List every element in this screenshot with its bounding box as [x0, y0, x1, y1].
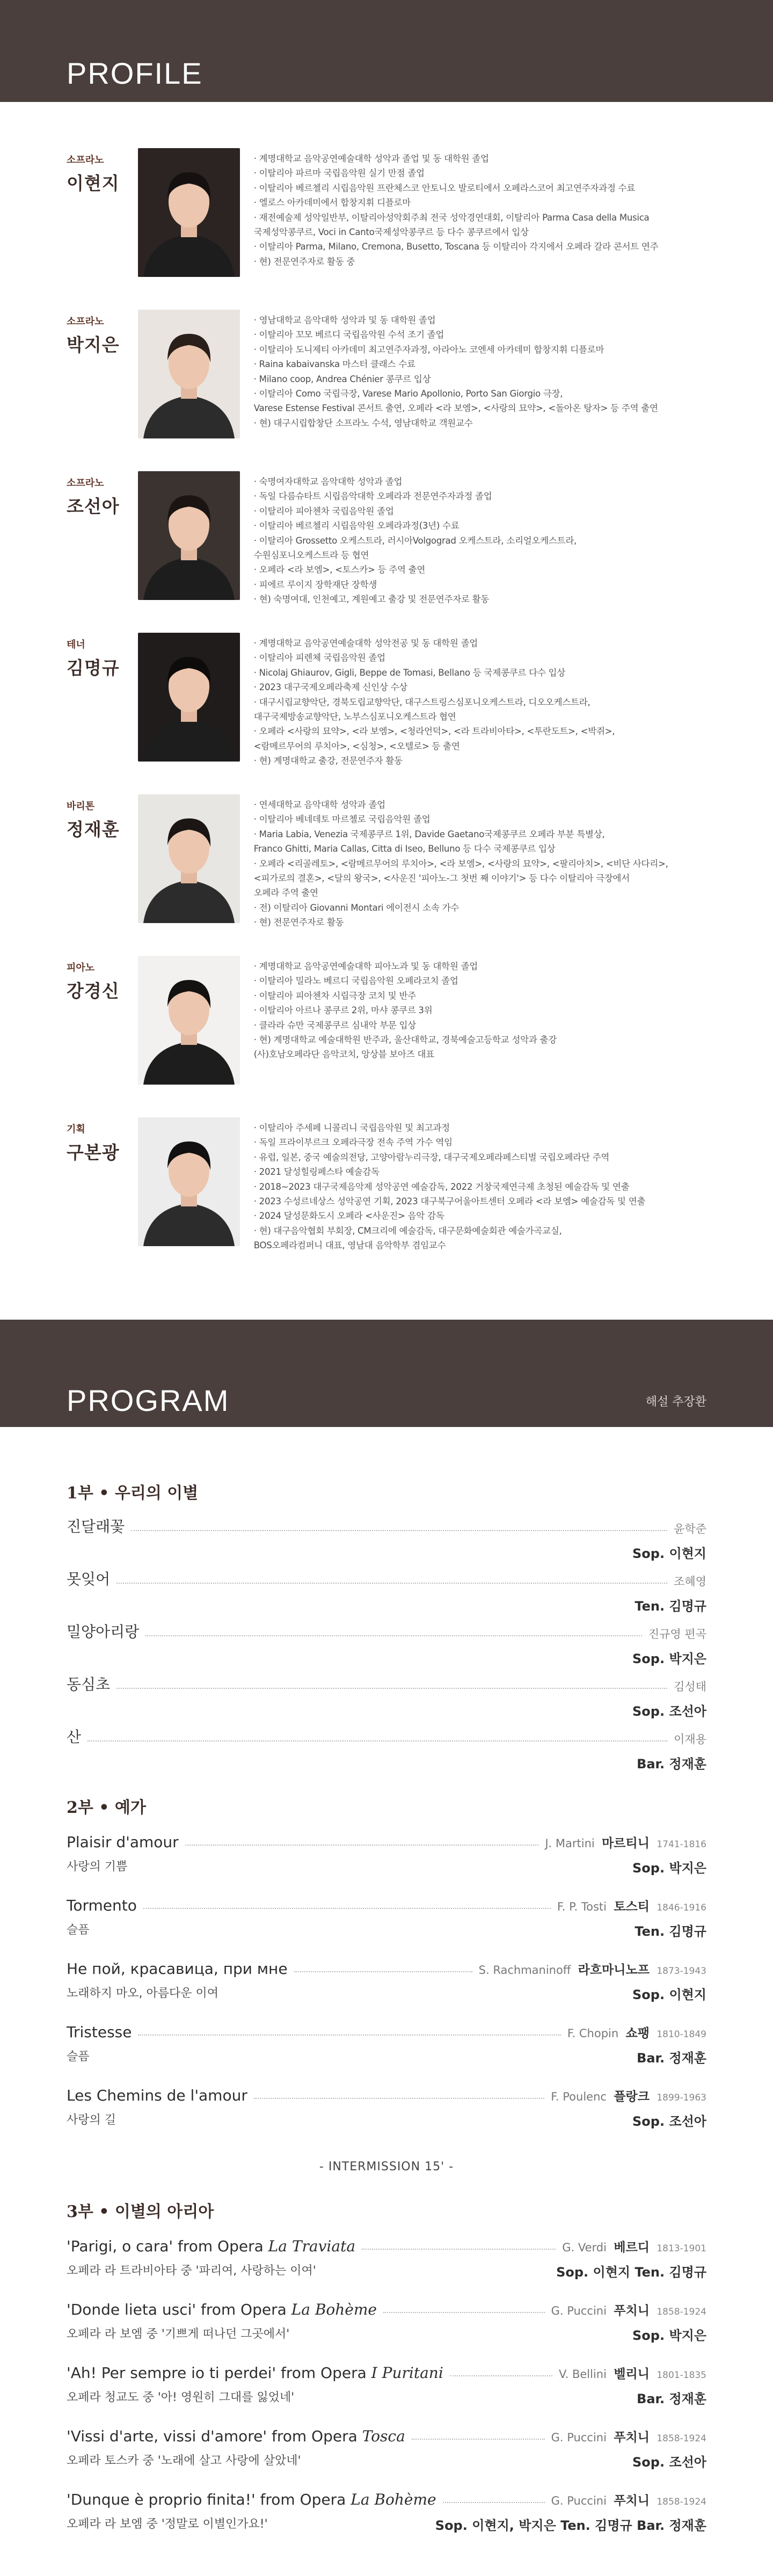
commentary-credit: 해설 추장환: [645, 1395, 706, 1409]
bio-line: · 계명대학교 음악공연예술대학 피아노과 및 동 대학원 졸업: [253, 961, 478, 971]
leader-dots: [412, 2439, 545, 2440]
performer: Sop. 이현지: [632, 1546, 706, 1561]
program-item: [67, 1895, 706, 1958]
leader-dots: [138, 2035, 560, 2036]
bio-line: · 이탈리아 피아첸차 국립음악원 졸업: [253, 506, 394, 516]
piece-title: Plaisir d'amour: [67, 1833, 179, 1851]
performer: Sop. 이현지 Ten. 김명규: [556, 2265, 706, 2280]
composer-years: 1846-1916: [657, 1902, 706, 1913]
program-item: [67, 1728, 706, 1780]
bio-line: BOS오페라컴퍼니 대표, 영남대 음악학부 겸임교수: [253, 1240, 446, 1251]
piece-title: 'Ah! Per sempre io ti perdei' from Opera I Puritani: [67, 2364, 443, 2382]
piece-title: 못잊어: [67, 1570, 111, 1588]
performer: Sop. 박지은: [632, 1861, 706, 1876]
program-item: [67, 1675, 706, 1728]
program-item: [67, 2362, 706, 2426]
performer: Sop. 조선아: [632, 1704, 706, 1719]
bio-line: · 계명대학교 음악공연예술대학 성악과 졸업 및 동 대학원 졸업: [253, 153, 489, 164]
bio-line: · 이탈리아 아르나 콩쿠르 2위, 마샤 콩쿠르 3위: [253, 1005, 433, 1016]
profile-heading: [67, 148, 138, 310]
bio-line: · 이탈리아 꼬모 베르디 국립음악원 수석 조기 졸업: [253, 330, 444, 340]
piece-title: 밀양아리랑: [67, 1623, 140, 1641]
performer: Bar. 정재훈: [637, 2391, 706, 2406]
profile-bio: [240, 633, 706, 794]
composer: 진규영 편곡: [648, 1628, 706, 1641]
profile-entry: [67, 148, 706, 310]
bio-line: · 2023 수성르네상스 성악공연 기획, 2023 대구북구어울아트센터 오페라 <라 보엠> 예술감독 및 연출: [253, 1196, 646, 1207]
bio-line: 대구국제방송교향악단, 노부스심포니오케스트라 협연: [253, 712, 456, 722]
piece-title: 동심초: [67, 1675, 111, 1693]
composer-years: 1873-1943: [657, 1966, 706, 1977]
profile-role: 소프라노: [67, 155, 104, 166]
composer-years: 1858-1924: [657, 2307, 706, 2317]
profile-photo: [138, 471, 240, 600]
performer: Sop. 조선아: [632, 2455, 706, 2470]
bio-line: · 이탈리아 Parma, Milano, Cremona, Busetto, Toscana 등 이탈리아 각지에서 오페라 갈라 콘서트 연주: [253, 241, 659, 252]
program-header-band: [0, 1320, 773, 1427]
bio-line: 국제성악콩쿠르, Voci in Canto국제성악콩쿠르 등 다수 콩쿠르에서 입상: [253, 227, 529, 238]
composer: S. Rachmaninoff 라흐마니노프 1873-1943: [478, 1963, 706, 1977]
bio-line: · 유럽, 일본, 중국 예술의전당, 고양아람누리극장, 대구국제오페라페스티벌 국립오페라단 주역: [253, 1152, 610, 1162]
performer: Sop. 조선아: [632, 2114, 706, 2129]
bio-line: Varese Estense Festival 콘서트 출연, 오페라 <라 보엠>, <사랑의 묘약>, <돌아온 탕자> 등 주역 출연: [253, 403, 658, 414]
bio-line: · 오페라 <리골레토>, <람메르무어의 루치아>, <라 보엠>, <사랑의 묘약>, <팔리아치>, <비단 사다리>,: [253, 858, 668, 869]
bio-line: · 숙명여자대학교 음악대학 성악과 졸업: [253, 477, 403, 487]
composer-korean: 마르티니: [602, 1836, 650, 1850]
performer: Sop. 박지은: [632, 2328, 706, 2343]
piece-title: 진달래꽃: [67, 1518, 125, 1535]
bio-line: · 현) 숙명여대, 인천예고, 계원예고 출강 및 전문연주자로 활동: [253, 594, 490, 605]
program-item: [67, 2236, 706, 2299]
profile-photo: [138, 148, 240, 277]
performer: Ten. 김명규: [635, 1924, 706, 1939]
profile-name: 조선아: [67, 496, 120, 517]
composer: F. Poulenc 플랑크 1899-1963: [551, 2090, 706, 2104]
profile-role: 바리톤: [67, 801, 95, 812]
composer-korean: 쇼팽: [625, 2026, 650, 2040]
profile-name: 이현지: [67, 173, 120, 194]
leader-dots: [254, 2098, 544, 2099]
profile-photo: [138, 310, 240, 438]
composer: G. Verdi 베르디 1813-1901: [562, 2241, 706, 2255]
composer: 윤학준: [674, 1523, 706, 1535]
profile-bio: [240, 310, 706, 471]
program-item: [67, 1832, 706, 1895]
composer-years: 1813-1901: [657, 2243, 706, 2254]
composer: G. Puccini 푸치니 1858-1924: [551, 2304, 706, 2318]
opera-title: La Traviata: [268, 2237, 356, 2255]
profile-header-band: [0, 0, 773, 102]
composer: 이재용: [674, 1733, 706, 1746]
piece-title: 'Dunque è proprio finita!' from Opera La Bohème: [67, 2491, 436, 2508]
bio-line: · 이탈리아 밀라노 베르디 국립음악원 오페라코치 졸업: [253, 976, 458, 986]
profile-photo: [138, 633, 240, 762]
bio-line: · 2021 달성힐링페스타 예술감독: [253, 1167, 380, 1177]
bio-line: · 클라라 슈만 국제콩쿠르 심내악 부문 입상: [253, 1020, 416, 1030]
composer: G. Puccini 푸치니 1858-1924: [551, 2431, 706, 2445]
piece-title: 산: [67, 1728, 82, 1746]
composer-korean: 플랑크: [614, 2090, 650, 2104]
profile-bio: [240, 794, 706, 956]
profile-name: 박지은: [67, 334, 120, 355]
profile-heading: [67, 794, 138, 956]
piece-title: Tormento: [67, 1897, 137, 1914]
program-list: [0, 1480, 773, 2552]
performer: Bar. 정재훈: [637, 1757, 706, 1772]
program-title: PROGRAM: [67, 1384, 230, 1417]
composer: 김성태: [674, 1680, 706, 1693]
bio-line: Franco Ghitti, Maria Callas, Citta di Iseo, Belluno 등 다수 국제콩쿠르 입상: [253, 844, 556, 854]
bio-line: · 이탈리아 베네데토 마르첼로 국립음악원 졸업: [253, 814, 431, 825]
bio-line: · Raina kabaivanska 마스터 클래스 수료: [253, 359, 415, 370]
piece-subtitle: 슬픔: [67, 2050, 90, 2063]
piece-subtitle: 오페라 토스카 중 '노래에 살고 사랑에 살았네': [67, 2454, 301, 2468]
bio-line: · 전) 이탈리아 Giovanni Montari 에이전시 소속 가수: [253, 902, 460, 913]
profile-bio: [240, 956, 706, 1117]
profile-heading: [67, 1117, 138, 1279]
bio-line: · 현) 계명대학교 출강, 전문연주자 활동: [253, 756, 403, 766]
composer-years: 1858-1924: [657, 2433, 706, 2444]
profile-photo: [138, 794, 240, 923]
piece-subtitle: 노래하지 마오, 아름다운 이여: [67, 1987, 218, 2000]
piece-title: Tristesse: [67, 2023, 132, 2041]
profile-heading: [67, 310, 138, 471]
leader-dots: [185, 1845, 539, 1846]
bio-line: · 이탈리아 피렌체 국립음악원 졸업: [253, 653, 385, 663]
bio-line: · 이탈리아 파르마 국립음악원 실기 만점 졸업: [253, 168, 425, 179]
part-title: 2부 • 예가: [67, 1798, 146, 1817]
composer-korean: 라흐마니노프: [578, 1963, 650, 1977]
profile-name: 정재훈: [67, 819, 120, 840]
bio-line: <람메르무어의 루치아>, <심청>, <오텔로> 등 출연: [253, 741, 460, 751]
composer-korean: 푸치니: [614, 2304, 650, 2318]
composer-years: 1810-1849: [657, 2029, 706, 2040]
bio-line: · 2018~2023 대구국제음악제 성악공연 예술감독, 2022 거창국제연극제 초청된 예술감독 및 연출: [253, 1181, 630, 1192]
intermission: - INTERMISSION 15' -: [319, 2160, 454, 2174]
bio-line: · 현) 대구시립합창단 소프라노 수석, 영남대학교 객원교수: [253, 418, 473, 428]
piece-subtitle: 오페라 청교도 중 '아! 영원히 그대를 잃었네': [67, 2391, 295, 2404]
program-item: [67, 1958, 706, 2022]
profile-role: 소프라노: [67, 478, 104, 489]
piece-subtitle: 슬픔: [67, 1923, 90, 1937]
bio-line: · Maria Labia, Venezia 국제콩쿠르 1위, Davide Gaetano국제콩쿠르 오페라 부분 특별상,: [253, 829, 605, 839]
leader-dots: [131, 1530, 667, 1531]
performer: Ten. 김명규: [635, 1599, 706, 1614]
composer: F. P. Tosti 토스티 1846-1916: [557, 1900, 706, 1914]
profile-heading: [67, 956, 138, 1117]
part-title: 1부 • 우리의 이별: [67, 1484, 199, 1503]
piece-subtitle: 오페라 라 보엠 중 '정말로 이별인가요!': [67, 2518, 268, 2531]
piece-subtitle: 사랑의 길: [67, 2113, 116, 2127]
composer-korean: 토스티: [614, 1900, 650, 1914]
composer: F. Chopin 쇼팽 1810-1849: [567, 2026, 706, 2040]
program-item: [67, 2085, 706, 2148]
composer-korean: 푸치니: [614, 2431, 650, 2445]
composer-years: 1858-1924: [657, 2497, 706, 2507]
leader-dots: [362, 2249, 556, 2250]
leader-dots: [294, 1971, 472, 1972]
composer-korean: 베르디: [614, 2241, 650, 2255]
performer: Bar. 정재훈: [637, 2051, 706, 2066]
bio-line: 수원심포니오케스트라 등 협연: [253, 550, 369, 561]
profile-name: 김명규: [67, 657, 120, 678]
bio-line: · 독일 프라이부르크 오페라극장 전속 주역 가수 역임: [253, 1137, 453, 1148]
opera-title: La Bohème: [351, 2491, 436, 2508]
bio-line: <피가로의 결혼>, <달의 왕국>, <사운진 '피아노-그 첫번 째 이야기'> 등 다수 이탈리아 극장에서: [253, 873, 630, 884]
bio-line: · Nicolaj Ghiaurov, Gigli, Beppe de Tomasi, Bellano 등 국제콩쿠르 다수 입상: [253, 667, 565, 678]
bio-line: · 이탈리아 주세페 니콜리니 국립음악원 및 최고과정: [253, 1123, 450, 1133]
opera-title: Tosca: [362, 2427, 405, 2445]
leader-dots: [145, 1635, 642, 1636]
performer: Sop. 이현지, 박지은 Ten. 김명규 Bar. 정재훈: [435, 2518, 706, 2533]
profile-role: 기획: [67, 1124, 85, 1135]
leader-dots: [116, 1688, 667, 1689]
bio-line: · 이탈리아 도니제티 아카데미 최고연주자과정, 아라아노 코엔세 아카데미 합창지휘 디플로마: [253, 344, 604, 355]
bio-line: · 오페라 <라 보엠>, <토스카> 등 주역 출연: [253, 565, 426, 575]
bio-line: · 재전예술제 성악일반부, 이탈리아성악회주최 전국 성악경연대회, 이탈리아 Parma Casa della Musica: [253, 212, 650, 223]
profile-role: 테너: [67, 639, 85, 650]
profile-list: [0, 102, 773, 1279]
opera-title: I Puritani: [371, 2364, 443, 2382]
leader-dots: [450, 2375, 552, 2376]
bio-line: · 영남대학교 음악대학 성악과 및 동 대학원 졸업: [253, 315, 436, 325]
composer-years: 1741-1816: [657, 1839, 706, 1850]
piece-subtitle: 사랑의 기쁨: [67, 1860, 128, 1874]
bio-line: · 현) 전문연주자로 활동: [253, 917, 344, 928]
bio-line: · 현) 계명대학교 예술대학원 반주과, 울산대학교, 경북예술고등학교 성악과 출강: [253, 1035, 557, 1045]
profile-entry: [67, 1117, 706, 1279]
profile-photo: [138, 1117, 240, 1246]
profile-title: PROFILE: [67, 56, 203, 90]
leader-dots: [383, 2312, 545, 2313]
piece-title: 'Parigi, o cara' from Opera La Traviata: [67, 2237, 356, 2255]
program-item: [67, 1570, 706, 1622]
bio-line: · 2024 달성문화도시 오페라 <사운진> 음악 감독: [253, 1211, 444, 1221]
composer: G. Puccini 푸치니 1858-1924: [551, 2494, 706, 2508]
program-item: [67, 2426, 706, 2489]
composer-korean: 벨리니: [614, 2367, 650, 2381]
bio-line: · 엘로스 아카데미에서 합창지휘 디플로마: [253, 197, 411, 208]
piece-subtitle: 오페라 라 보엠 중 '기쁘게 떠나던 그곳에서': [67, 2328, 290, 2341]
piece-title: Не пой, красавица, при мне: [67, 1960, 288, 1978]
profile-entry: [67, 310, 706, 471]
piece-title: 'Vissi d'arte, vissi d'amore' from Opera Tosca: [67, 2427, 405, 2445]
program-item: [67, 2489, 706, 2552]
bio-line: · 대구시립교향악단, 경북도립교향악단, 대구스트링스심포니오케스트라, 디오오케스트라,: [253, 697, 590, 707]
bio-line: · 계명대학교 음악공연예술대학 성악전공 및 동 대학원 졸업: [253, 638, 478, 648]
bio-line: · 피에르 루이지 장학재단 장학생: [253, 579, 377, 590]
composer: J. Martini 마르티니 1741-1816: [545, 1836, 706, 1850]
composer-years: 1801-1835: [657, 2370, 706, 2381]
bio-line: · 2023 대구국제오페라축제 신인상 수상: [253, 682, 407, 693]
bio-line: (사)호남오페라단 음악코치, 앙상블 보아즈 대표: [253, 1049, 434, 1060]
leader-dots: [443, 2502, 545, 2503]
bio-line: · 오페라 <사랑의 묘약>, <라 보엠>, <청라언덕>, <라 트라비아타>, <투란도트>, <박쥐>,: [253, 726, 615, 737]
performer: Sop. 박지은: [632, 1651, 706, 1666]
program-item: [67, 2022, 706, 2085]
profile-entry: [67, 633, 706, 794]
profile-bio: [240, 471, 706, 633]
bio-line: · 연세대학교 음악대학 성악과 졸업: [253, 800, 385, 810]
bio-line: · 이탈리아 베르첼리 시립음악원 오페라과정(3년) 수료: [253, 521, 460, 531]
profile-name: 구본광: [67, 1142, 120, 1163]
part-title: 3부 • 이별의 아리아: [67, 2202, 214, 2221]
profile-bio: [240, 1117, 706, 1279]
profile-heading: [67, 471, 138, 633]
profile-role: 소프라노: [67, 316, 104, 327]
program-item: [67, 2299, 706, 2362]
leader-dots: [87, 1740, 667, 1741]
opera-title: La Bohème: [291, 2301, 377, 2318]
profile-entry: [67, 794, 706, 956]
composer-korean: 푸치니: [614, 2494, 650, 2508]
piece-title: 'Donde lieta usci' from Opera La Bohème: [67, 2301, 377, 2318]
program-item: [67, 1622, 706, 1675]
bio-line: · 독일 다름슈타트 시립음악대학 오페라과 전문연주자과정 졸업: [253, 491, 492, 502]
bio-line: · 이탈리아 베르첼리 시립음악원 프란체스코 안토니오 발로티에서 오페라스코어 최고연주자과정 수료: [253, 182, 636, 193]
bio-line: · 현) 대구음악협회 부회장, CM크리에 예술감독, 대구문화예술회관 예술가곡교실,: [253, 1225, 562, 1236]
leader-dots: [116, 1583, 667, 1584]
profile-entry: [67, 956, 706, 1117]
composer: 조혜영: [674, 1575, 706, 1588]
bio-line: · 현) 전문연주자로 활동 중: [253, 256, 355, 267]
piece-title: Les Chemins de l'amour: [67, 2087, 247, 2104]
composer-years: 1899-1963: [657, 2092, 706, 2103]
bio-line: · 이탈리아 Grossetto 오케스트라, 러시아Volgograd 오케스트라, 소리얼오케스트라,: [253, 535, 577, 546]
program-item: [67, 1517, 706, 1570]
profile-name: 강경신: [67, 980, 120, 1001]
composer: V. Bellini 벨리니 1801-1835: [558, 2367, 706, 2381]
piece-subtitle: 오페라 라 트라비아타 중 '파리여, 사랑하는 이여': [67, 2264, 316, 2278]
profile-heading: [67, 633, 138, 794]
profile-bio: [240, 148, 706, 310]
bio-line: · Milano coop, Andrea Chénier 콩쿠르 입상: [253, 374, 431, 384]
profile-entry: [67, 471, 706, 633]
performer: Sop. 이현지: [632, 1987, 706, 2002]
bio-line: · 이탈리아 Como 국립극장, Varese Mario Apollonio, Porto San Giorgio 극장,: [253, 389, 563, 399]
leader-dots: [143, 1908, 551, 1909]
profile-role: 피아노: [67, 962, 95, 974]
bio-line: 오페라 주역 출연: [253, 888, 318, 898]
profile-photo: [138, 956, 240, 1085]
bio-line: · 이탈리아 피아첸차 시립극장 코치 및 반주: [253, 990, 416, 1001]
